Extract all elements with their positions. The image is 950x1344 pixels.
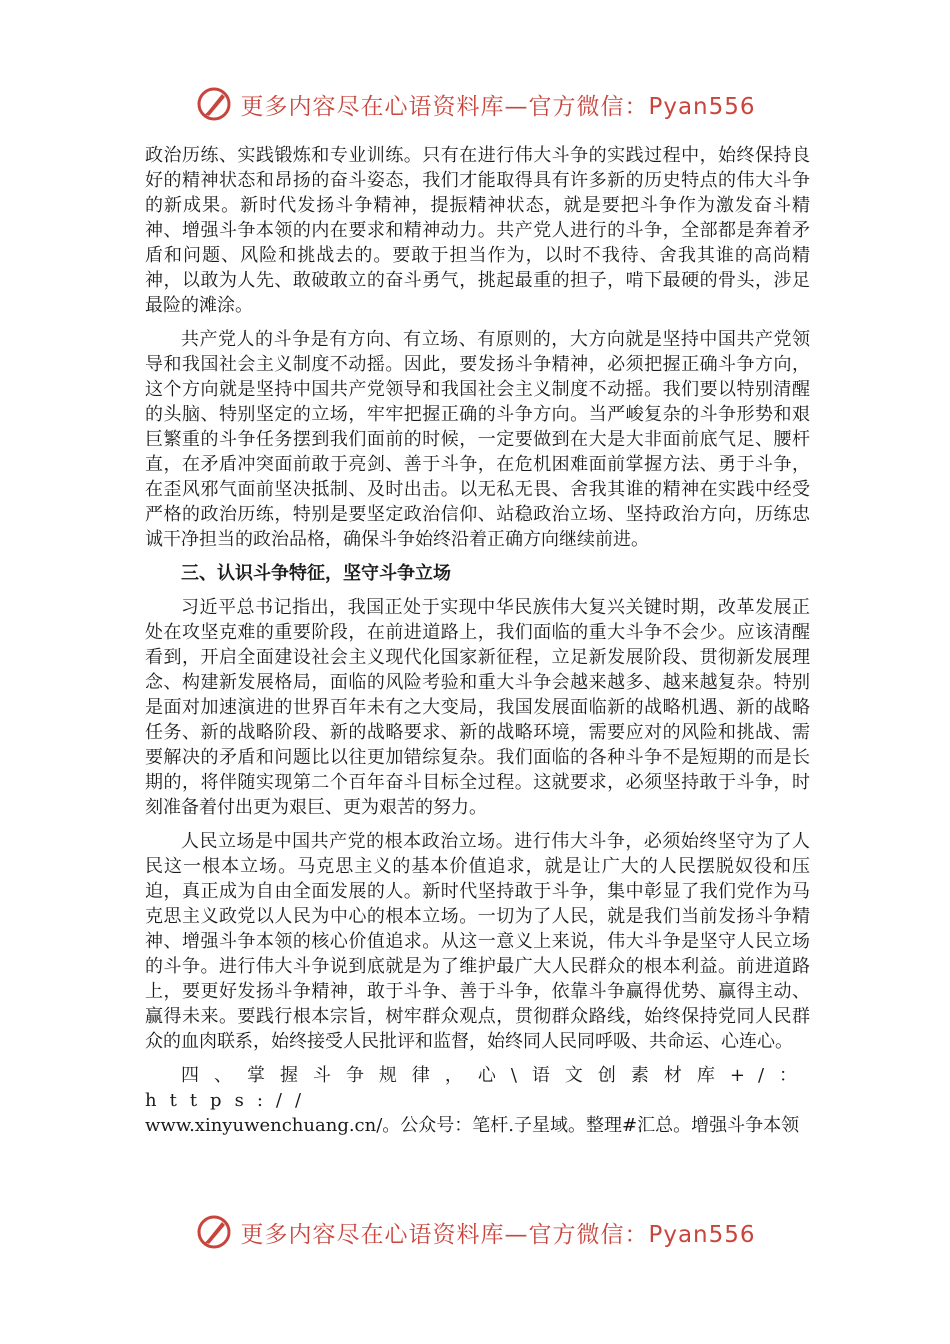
paragraph: 政治历练、实践锻炼和专业训练。只有在进行伟大斗争的实践过程中，始终保持良好的精神状态和昂扬的奋斗姿态，我们才能取得具有许多新的历史特点的伟大斗争的新成果。新时代发扬斗争精神，提振精神状态，就是要把斗争作为激发奋斗精神、增强斗争本领的内在要求和精神动力。共产党人进行的斗争，全部都是奔着矛盾和问题、风险和挑战去的。要敢于担当作为，以时不我待、舍我其谁的高尚精神，以敢为人先、敢破敢立的奋斗勇气，挑起最重的担子，啃下最硬的骨头，涉足最险的滩涂。 <box>145 145 810 316</box>
pen-logo-icon <box>194 84 234 124</box>
document-body <box>145 143 810 1138</box>
banner-text: 更多内容尽在心语资料库—官方微信：Pyan556 <box>240 1221 756 1248</box>
section-heading: 三、认识斗争特征，坚守斗争立场 <box>181 563 451 584</box>
pen-logo-icon <box>194 1212 234 1252</box>
tail-line-1: 四、掌握斗争规律，心\语文创素材库+/：https:// <box>145 1065 810 1111</box>
section-four-line <box>145 1063 810 1138</box>
header-banner <box>0 82 950 126</box>
banner-text: 更多内容尽在心语资料库—官方微信：Pyan556 <box>240 93 756 120</box>
paragraph: 共产党人的斗争是有方向、有立场、有原则的，大方向就是坚持中国共产党领导和我国社会主义制度不动摇。因此，要发扬斗争精神，必须把握正确斗争方向，这个方向就是坚持中国共产党领导和我国社会主义制度不动摇。我们要以特别清醒的头脑、特别坚定的立场，牢牢把握正确的斗争方向。当严峻复杂的斗争形势和艰巨繁重的斗争任务摆到我们面前的时候，一定要做到在大是大非面前底气足、腰杆直，在矛盾冲突面前敢于亮剑、善于斗争，在危机困难面前掌握方法、勇于斗争，在歪风邪气面前坚决抵制、及时出击。以无私无畏、舍我其谁的精神在实践中经受严格的政治历练，特别是要坚定政治信仰、站稳政治立场、坚持政治方向，历练忠诚干净担当的政治品格，确保斗争始终沿着正确方向继续前进。 <box>145 329 810 550</box>
paragraph: 习近平总书记指出，我国正处于实现中华民族伟大复兴关键时期，改革发展正处在攻坚克难的重要阶段，在前进道路上，我们面临的重大斗争不会少。应该清醒看到，开启全面建设社会主义现代化国家新征程，立足新发展阶段、贯彻新发展理念、构建新发展格局，面临的风险考验和重大斗争会越来越多、越来越复杂。特别是面对加速演进的世界百年未有之大变局，我国发展面临新的战略机遇、新的战略任务、新的战略阶段、新的战略要求、新的战略环境，需要应对的风险和挑战、需要解决的矛盾和问题比以往更加错综复杂。我们面临的各种斗争不是短期的而是长期的，将伴随实现第二个百年奋斗目标全过程。这就要求，必须坚持敢于斗争，时刻准备着付出更为艰巨、更为艰苦的努力。 <box>145 597 810 818</box>
paragraph: 人民立场是中国共产党的根本政治立场。进行伟大斗争，必须始终坚守为了人民这一根本立场。马克思主义的基本价值追求，就是让广大的人民摆脱奴役和压迫，真正成为自由全面发展的人。新时代坚持敢于斗争，集中彰显了我们党作为马克思主义政党以人民为中心的根本立场。一切为了人民，就是我们当前发扬斗争精神、增强斗争本领的核心价值追求。从这一意义上来说，伟大斗争是坚守人民立场的斗争。进行伟大斗争说到底就是为了维护最广大人民群众的根本利益。前进道路上，要更好发扬斗争精神，敢于斗争、善于斗争，依靠斗争赢得优势、赢得主动、赢得未来。要践行根本宗旨，树牢群众观点，贯彻群众路线，始终保持党同人民群众的血肉联系，始终接受人民批评和监督，始终同人民同呼吸、共命运、心连心。 <box>145 831 810 1052</box>
footer-banner <box>0 1210 950 1254</box>
tail-line-2: www.xinyuwenchuang.cn/。公众号：笔杆.子星域。整理#汇总。增强斗争本领 <box>145 1115 800 1136</box>
